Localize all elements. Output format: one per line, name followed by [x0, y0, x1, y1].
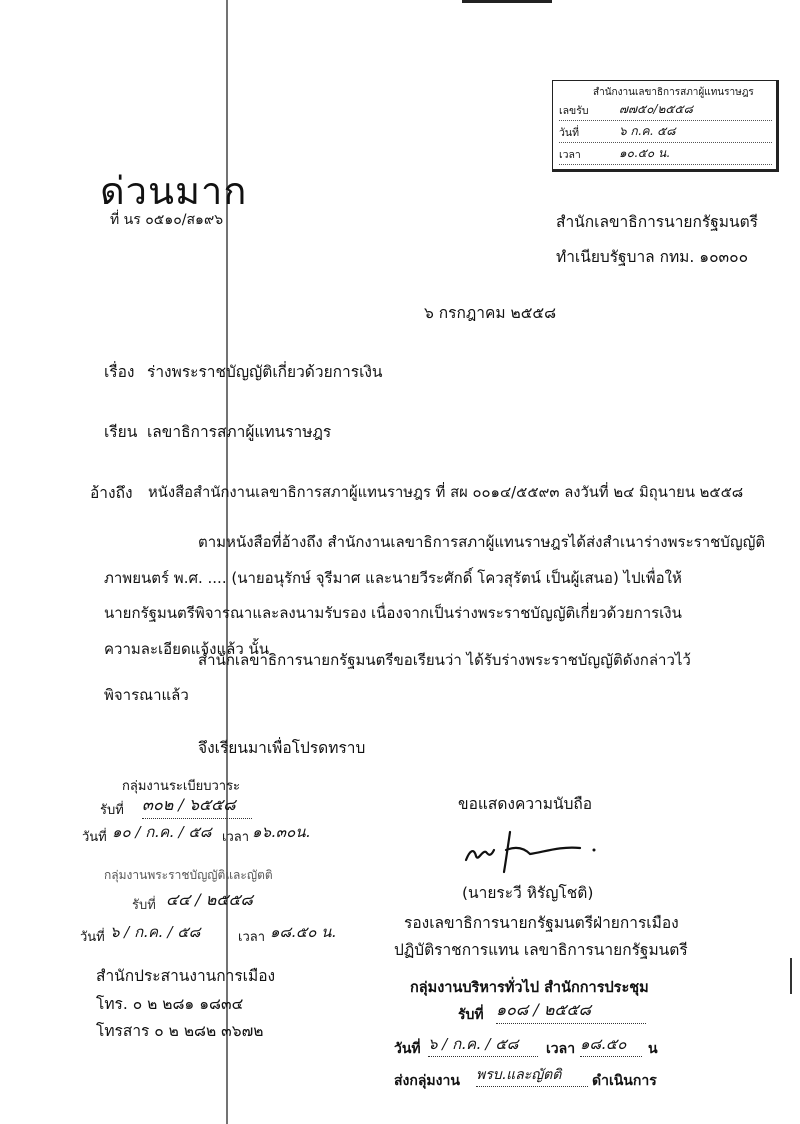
to-text: เลขาธิการสภาผู้แทนราษฎร	[147, 423, 332, 441]
receipt-stamp	[552, 80, 779, 172]
subject-text: ร่างพระราชบัญญัติเกี่ยวด้วยการเงิน	[147, 363, 383, 381]
document-number: ที่ นร ๐๕๑๐/ส๑๙๖	[110, 212, 224, 228]
bills-stamp-title: กลุ่มงานพระราชบัญญัติและญัตติ	[104, 868, 273, 882]
meeting-date-value: ๖ / ก.ค. / ๕๘	[428, 1032, 538, 1057]
body-line: ภาพยนตร์ พ.ศ. .... (นายอนุรักษ์ จุรีมาศ และนายวีระศักดิ์ โควสุรัตน์ เป็นผู้เสนอ) ไปเพื่อให้	[104, 569, 682, 587]
meeting-date-label: วันที่	[394, 1041, 421, 1057]
receipt-stamp-row: วันที่ ๖ ก.ค. ๕๘	[559, 123, 772, 143]
meeting-time-unit: น	[648, 1041, 658, 1057]
bills-received-label: รับที่	[132, 898, 156, 913]
agenda-time-label: เวลา	[222, 830, 250, 845]
complimentary-close: ขอแสดงความนับถือ	[458, 795, 593, 813]
bills-time-value: ๑๘.๕๐ น.	[270, 923, 337, 941]
signatory-title: รองเลขาธิการนายกรัฐมนตรีฝ่ายการเมือง	[404, 914, 679, 932]
body-line: นายกรัฐมนตรีพิจารณาและลงนามรับรอง เนื่องจากเป็นร่างพระราชบัญญัติเกี่ยวด้วยการเงิน	[104, 604, 682, 622]
meeting-received-label: รับที่	[458, 1007, 484, 1023]
agenda-date-label: วันที่	[82, 830, 107, 845]
meeting-time-value: ๑๘.๕๐	[580, 1032, 642, 1057]
top-edge-mark	[462, 0, 552, 3]
meeting-forward-value: พรบ.และญัตติ	[476, 1064, 588, 1087]
meeting-action-label: ดำเนินการ	[592, 1073, 657, 1089]
receipt-stamp-row: เลขรับ ๗๗๕๐/๒๕๕๘	[559, 101, 772, 121]
receipt-stamp-row: เวลา ๑๐.๕๐ น.	[559, 145, 772, 165]
contact-fax: โทรสาร ๐ ๒ ๒๘๒ ๓๖๗๒	[96, 1022, 264, 1040]
urgency-mark: ด่วนมาก	[100, 169, 248, 213]
signatory-name: (นายระวี หิรัญโชติ)	[462, 884, 594, 902]
bills-date-label: วันที่	[80, 930, 105, 945]
closing-line: จึงเรียนมาเพื่อโปรดทราบ	[198, 739, 366, 757]
bills-time-label: เวลา	[238, 930, 266, 945]
receipt-stamp-title: สำนักงานเลขาธิการสภาผู้แทนราษฎร	[593, 87, 754, 98]
scan-edge-mark	[790, 958, 792, 994]
office-address: ทำเนียบรัฐบาล กทม. ๑๐๓๐๐	[556, 248, 749, 266]
document-date: ๖ กรกฎาคม ๒๕๕๘	[424, 304, 557, 322]
contact-phone: โทร. ๐ ๒ ๒๘๑ ๑๘๓๔	[96, 995, 244, 1013]
body-line: พิจารณาแล้ว	[104, 686, 189, 704]
agenda-date-value: ๑๐ / ก.ค. / ๕๘	[112, 823, 212, 841]
bills-date-value: ๖ / ก.ค. / ๕๘	[110, 923, 201, 941]
meeting-received-value: ๑๐๘ / ๒๕๕๘	[496, 998, 646, 1024]
meeting-time-label: เวลา	[546, 1041, 576, 1057]
issuing-office: สำนักเลขาธิการนายกรัฐมนตรี	[556, 213, 758, 231]
meeting-forward-label: ส่งกลุ่มงาน	[394, 1073, 460, 1089]
contact-office: สำนักประสานงานการเมือง	[96, 967, 276, 985]
meeting-stamp-title: กลุ่มงานบริหารทั่วไป สำนักการประชุม	[410, 980, 649, 996]
agenda-received-label: รับที่	[100, 803, 124, 818]
bills-received-value: ๔๔ / ๒๕๕๘	[166, 890, 253, 909]
signature-mark	[460, 820, 600, 880]
body-line: ตามหนังสือที่อ้างถึง สำนักงานเลขาธิการสภาผู้แทนราษฎรได้ส่งสำเนาร่างพระราชบัญญัติ	[198, 533, 766, 551]
signatory-acting-title: ปฏิบัติราชการแทน เลขาธิการนายกรัฐมนตรี	[394, 941, 688, 959]
to-label: เรียน	[104, 423, 138, 441]
agenda-received-value: ๓๐๒ / ๖๕๕๘	[142, 793, 252, 819]
reference-text: หนังสือสำนักงานเลขาธิการสภาผู้แทนราษฎร ที่ สผ ๐๐๑๔/๕๕๙๓ ลงวันที่ ๒๔ มิถุนายน ๒๕๕๘	[148, 484, 744, 501]
agenda-stamp-title: กลุ่มงานระเบียบวาระ	[122, 779, 241, 794]
subject-label: เรื่อง	[104, 363, 135, 381]
agenda-time-value: ๑๖.๓๐น.	[252, 823, 311, 841]
body-line: สำนักเลขาธิการนายกรัฐมนตรีขอเรียนว่า ได้รับร่างพระราชบัญญัติดังกล่าวไว้	[198, 651, 691, 669]
body-line: ความละเอียดแจ้งแล้ว นั้น	[104, 640, 270, 658]
reference-label: อ้างถึง	[90, 484, 133, 502]
